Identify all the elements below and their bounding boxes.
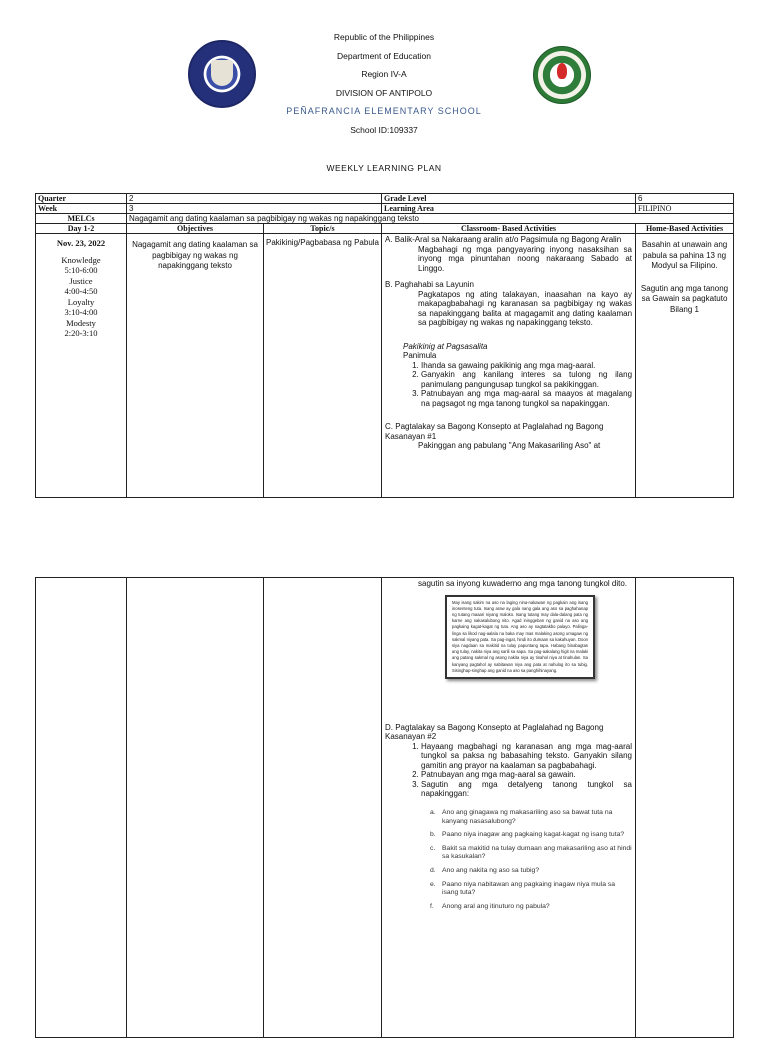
grade-label: Grade Level bbox=[382, 194, 636, 204]
col-topics: Topic/s bbox=[264, 224, 382, 234]
col-day: Day 1-2 bbox=[36, 224, 127, 234]
list-item: 2. Patnubayan ang mga mag-aaral sa gawain. bbox=[421, 770, 632, 780]
time-3: 3:10-4:00 bbox=[64, 307, 98, 317]
activity-b-heading: B. Paghahabi sa Layunin bbox=[385, 280, 474, 289]
grade-value: 6 bbox=[636, 194, 734, 204]
home-task-1: Basahin at unawain ang pabula sa pahina 13 ng Modyul sa Filipino. bbox=[641, 240, 728, 270]
home-cell bbox=[636, 234, 734, 498]
topic-cell: Pakikinig/Pagbabasa ng Pabula bbox=[264, 234, 382, 498]
time-2: 4:00-4:50 bbox=[64, 286, 98, 296]
school-id: School ID:109337 bbox=[350, 124, 418, 135]
section-4: Modesty bbox=[66, 317, 96, 328]
home-cell-continued bbox=[636, 578, 734, 1038]
school-name: PEÑAFRANCIA ELEMENTARY SCHOOL bbox=[286, 106, 482, 116]
plan-table-part1 bbox=[35, 193, 734, 498]
pakikinig-title: Pakikinig at Pagsasalita bbox=[403, 341, 488, 351]
day-cell-continued bbox=[36, 578, 127, 1038]
document-title: WEEKLY LEARNING PLAN bbox=[326, 163, 442, 173]
question-item: f. Anong aral ang itinuturo ng pabula? bbox=[430, 902, 550, 910]
melc-label: MELCs bbox=[36, 214, 127, 224]
activity-c-body: Pakinggan ang pabulang "Ang Makasariling Aso" at bbox=[418, 441, 601, 450]
quarter-label: Quarter bbox=[36, 194, 127, 204]
header-line1: Republic of the Philippines bbox=[333, 32, 435, 42]
header-line3: Region IV-A bbox=[361, 69, 407, 79]
activity-c-heading: C. Pagtalakay sa Bagong Konsepto at Paglalahad ng Bagong Kasanayan #1 bbox=[385, 422, 604, 441]
header-line4: DIVISION OF ANTIPOLO bbox=[335, 87, 433, 98]
list-item: 3. Patnubayan ang mga mag-aaral sa maayos at magalang na pagsagot ng mga tanong tungkol sa napakinggan. bbox=[421, 389, 632, 408]
letterhead bbox=[0, 28, 768, 139]
header-line2: Department of Education bbox=[336, 50, 432, 61]
week-value: 3 bbox=[127, 204, 382, 214]
question-item: a. Ano ang ginagawa ng makasariling aso sa bawat tuta na kanyang nasasalubong? bbox=[430, 808, 613, 825]
activity-c-continued: sagutin sa inyong kuwaderno ang mga tanong tungkol dito. bbox=[418, 579, 628, 588]
list-item: 1. Hayaang magbahagi ng karanasan ang mga mag-aaral tungkol sa paksa ng babasahing teksto. Ganyakin silang gamitin ang prayor na kaalaman sa pagbabahagi. bbox=[421, 742, 632, 771]
question-item: e. Paano niya nabitawan ang pagkaing inagaw niya mula sa isang tuta? bbox=[430, 880, 616, 897]
plan-table-part2 bbox=[35, 577, 734, 1038]
activities-cell-continued bbox=[382, 578, 636, 1038]
time-1: 5:10-6:00 bbox=[64, 265, 98, 275]
topic-cell-continued bbox=[264, 578, 382, 1038]
objective-cell: Nagagamit ang dating kaalaman sa pagbibigay ng wakas ng napakinggang teksto bbox=[127, 234, 264, 498]
area-label: Learning Area bbox=[382, 204, 636, 214]
panimula-label: Panimula bbox=[403, 351, 437, 360]
section-3: Loyalty bbox=[67, 296, 95, 307]
col-home: Home-Based Activities bbox=[636, 224, 734, 234]
day-date: Nov. 23, 2022 bbox=[56, 238, 106, 248]
week-label: Week bbox=[36, 204, 127, 214]
panimula-list bbox=[385, 361, 632, 409]
time-4: 2:20-3:10 bbox=[64, 328, 98, 338]
question-item: c. Bakit sa makitid na tulay dumaan ang makasariling aso at hindi sa kasukalan? bbox=[430, 844, 632, 861]
activity-a-heading: A. Balik-Aral sa Nakaraang aralin at/o Pagsimula ng Bagong Aralin bbox=[385, 235, 622, 244]
list-item: 2. Ganyakin ang kanilang interes sa tulong ng ilang panimulang pangungusap tungkol sa pakikinggan. bbox=[421, 370, 632, 389]
activity-a-body: Magbahagi ng mga pangyayaring inyong nasaksihan sa inyong mga pinuntahan noong nakaraang Sabado at Linggo. bbox=[418, 244, 633, 273]
objective-cell-continued bbox=[127, 578, 264, 1038]
fable-text-box: May isang sakim na aso na laging nina-nakawan ng pagkain ang isang inosenteng tuta. Isang araw ay gala nang gala ang aso sa paghahanap ng tutang maaari niyang maloko. Isang tutang may dala-dalang pata ng karne ang nakasalubong nito. Agad ininggeban ng ganid na aso ang pagkaing kagat-kagat ng tuta. Ang aso ay nagtatakbo palayo. Palinga-linga sa likod nag-aalala na baka may mas malaking asong umagaw ng sakmal niyang pata. Sa pag-ingat, hindi ito dumaan sa kakahuyan. Doon siya nagdaan sa makitid na tulay papuntang tapa. Habang binabagtas ang tulay, nakita niya ang sarili sa sapa. Sa pag-aakalang higit na malaki ang patang sakmal ng asong nakita niya ay tinahol niya at tinahulan. Sa kanyang pagtahol ay nabitawan niya ang pata at nahulog ito sa tubig. Sisinghap-singhap ang ganid na aso sa panghihinayang. bbox=[445, 595, 595, 679]
question-item: b. Paano niya inagaw ang pagkaing kagat-kagat ng isang tuta? bbox=[430, 831, 625, 839]
question-item: d. Ano ang nakita ng aso sa tubig? bbox=[430, 866, 540, 874]
question-list bbox=[430, 809, 632, 911]
activity-d-list bbox=[385, 742, 632, 799]
activity-d-heading: D. Pagtalakay sa Bagong Konsepto at Paglalahad ng Bagong Kasanayan #2 bbox=[385, 722, 604, 742]
list-item: 1. Ihanda sa gawaing pakikinig ang mga mag-aaral. bbox=[421, 361, 632, 371]
list-item: 3. Sagutin ang mga detalyeng tanong tungkol sa napakinggan: bbox=[421, 780, 632, 799]
home-task-2: Sagutin ang mga tanong sa Gawain sa pagkatuto Bilang 1 bbox=[640, 283, 729, 314]
area-value: FILIPINO bbox=[636, 204, 734, 214]
quarter-value: 2 bbox=[127, 194, 382, 204]
section-2: Justice bbox=[69, 275, 93, 286]
col-objectives: Objectives bbox=[127, 224, 264, 234]
col-classroom: Classroom- Based Activities bbox=[382, 224, 636, 234]
activities-cell bbox=[382, 234, 636, 498]
melc-value: Nagagamit ang dating kaalaman sa pagbibigay ng wakas ng napakinggang teksto bbox=[127, 214, 734, 224]
day-cell bbox=[36, 234, 127, 498]
activity-b-body: Pagkatapos ng ating talakayan, inaasahan na kayo ay makapagbabahagi ng karanasan sa pagbibigay ng wakas sa napakinggang balita at magagamit ang dating kaalaman sa pagbibigay ng wakas ng napakinggang teksto. bbox=[418, 289, 633, 327]
section-1: Knowledge bbox=[61, 254, 101, 265]
